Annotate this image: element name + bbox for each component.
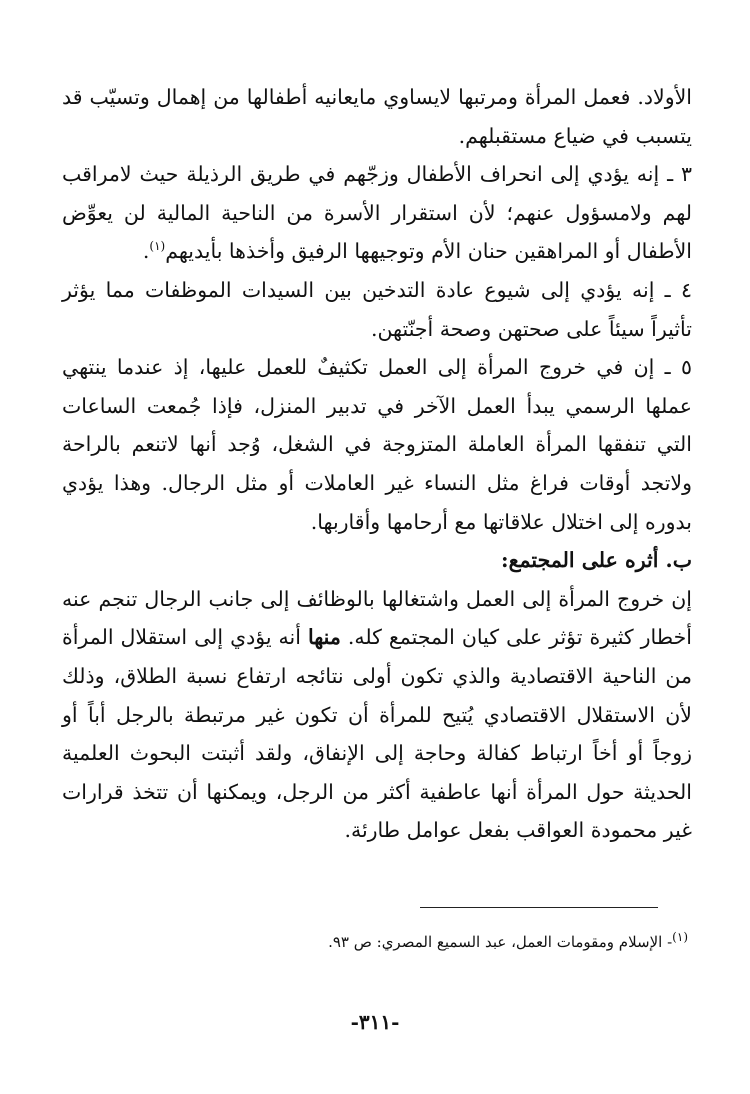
paragraph-point-4: ٤ ـ إنه يؤدي إلى شيوع عادة التدخين بين السيدات الموظفات مما يؤثر تأثيراً سيئاً على صحتهن وصحة أجنّتهن. (62, 277, 692, 341)
main-text (62, 78, 692, 850)
footnote (62, 930, 688, 954)
paragraph-society-part1: إن خروج المرأة إلى العمل واشتغالها بالوظائف إلى جانب الرجال تنجم عنه أخطار كثيرة تؤثر على كيان المجتمع كله. (62, 586, 692, 650)
footnote-divider (420, 907, 658, 908)
paragraph-intro-continuation: الأولاد. فعمل المرأة ومرتبها لايساوي مايعانيه أطفالها من إهمال وتسيّب قد يتسبب في ضياع مستقبلهم. (62, 85, 692, 148)
footnote-text: - الإسلام ومقومات العمل، عبد السميع المصري: ص ٩٣. (328, 933, 673, 951)
paragraph-society-bold: منها (307, 625, 341, 650)
paragraph-point-5: ٥ ـ إن في خروج المرأة إلى العمل تكثيفٌ للعمل عليها، إذ عندما ينتهي عملها الرسمي يبدأ العمل الآخر في تدبير المنزل، فإذا جُمعت الساعات التي تنفقها المرأة العاملة المتزوجة في الشغل، وُجد أنها لاتنعم بالراحة ولاتجد أوقات فراغ مثل النساء غير العاملات أو مثل الرجال. وهذا يؤدي بدوره إلى اختلال علاقاتها مع أرحامها وأقاربها. (62, 355, 692, 534)
footnote-marker: (١) (672, 930, 688, 944)
section-heading: ب. أثره على المجتمع: (501, 548, 692, 573)
page-number: -٣١١- (350, 1010, 400, 1034)
paragraph-point-3-end: . (142, 239, 150, 264)
paragraph-point-3-text: ٣ ـ إنه يؤدي إلى انحراف الأطفال وزجّهم في طريق الرذيلة حيث لامراقب لهم ولامسؤول عنهم؛ لأن استقرار الأسرة من الناحية المالية لن يعوِّض الأطفال أو المراهقين حنان الأم وتوجيهها الرفيق وأخذها بأيديهم (62, 162, 692, 264)
paragraph-society (62, 580, 692, 850)
paragraph-point-3 (62, 155, 692, 271)
paragraph-society-part2: أنه يؤدي إلى استقلال المرأة من الناحية الاقتصادية والذي تكون أولى نتائجه ارتفاع نسبة الطلاق، وذلك لأن الاستقلال الاقتصادي يُتيح للمرأة أن تكون غير مرتبطة بالرجل أباً أو زوجاً أو أخاً ارتباط كفالة وحاجة إلى الإنفاق، ولقد أثبتت البحوث العلمية الحديثة حول المرأة أنها عاطفية أكثر من الرجل، ويمكنها أن تتخذ قرارات غير محمودة العواقب بفعل عوامل طارئة. (62, 625, 692, 843)
footnote-reference[interactable]: (١) (149, 239, 166, 254)
